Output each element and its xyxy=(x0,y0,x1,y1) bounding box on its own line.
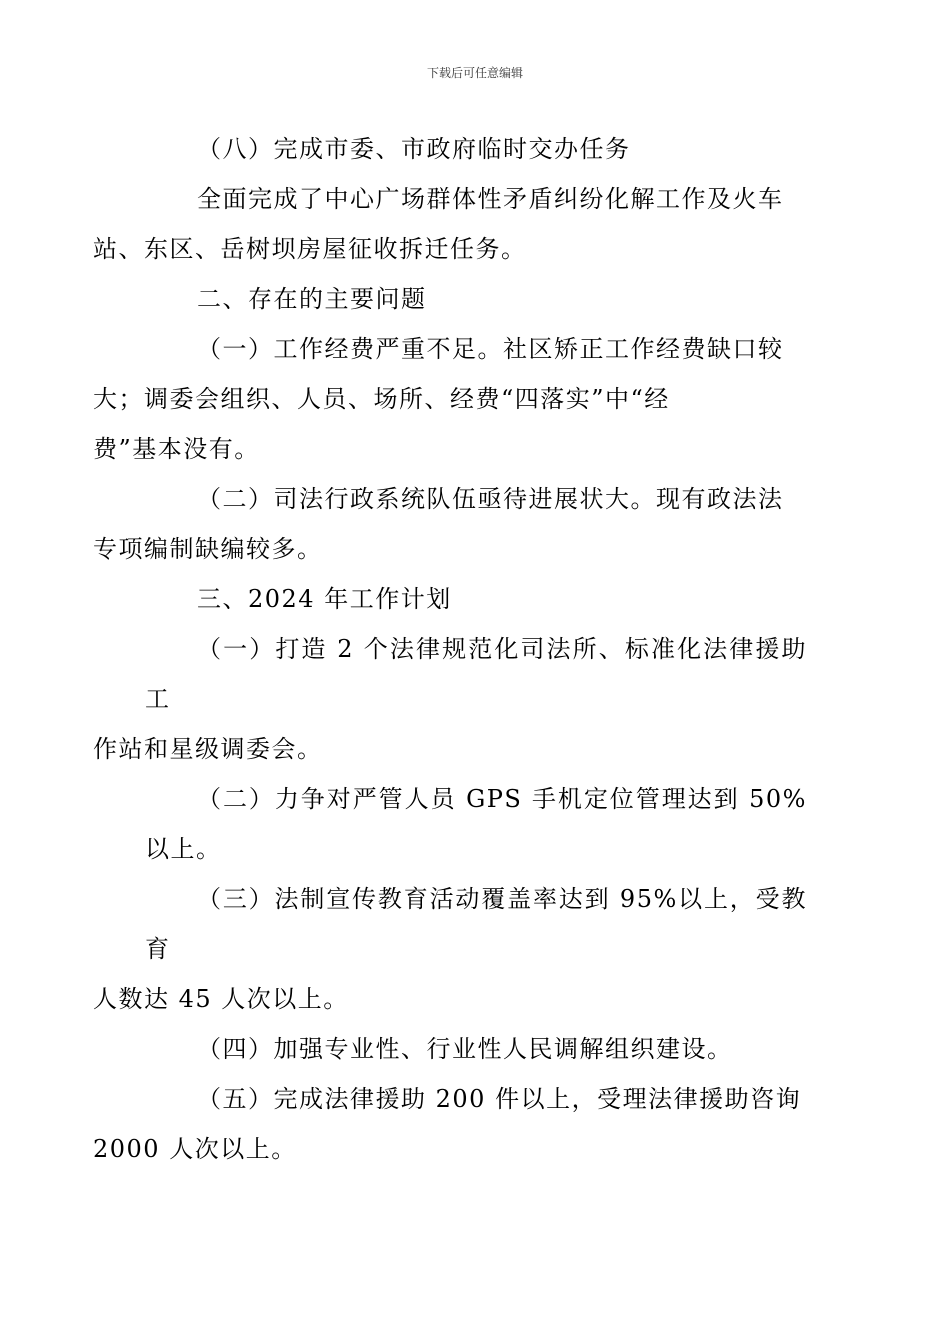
text-line: 全面完成了中心广场群体性矛盾纠纷化解工作及火车 xyxy=(197,185,784,213)
paragraph-plan-2 xyxy=(145,774,807,874)
text-line: 人数达 45 人次以上。 xyxy=(93,985,349,1013)
paragraph-problem-2 xyxy=(93,474,807,574)
text-line: （四）加强专业性、行业性人民调解组织建设。 xyxy=(197,1035,733,1063)
text-line: （一）打造 2 个法律规范化司法所、标准化法律援助工 xyxy=(145,635,807,713)
text-line: （二）力争对严管人员 GPS 手机定位管理达到 50%以上。 xyxy=(145,785,807,863)
paragraph-plan-3 xyxy=(93,874,807,1024)
document-body xyxy=(93,124,807,1174)
paragraph-plan-1 xyxy=(93,624,807,774)
heading-plan xyxy=(145,574,807,624)
text-line: （五）完成法律援助 200 件以上，受理法律援助咨询 xyxy=(197,1085,802,1113)
text-line: 二、存在的主要问题 xyxy=(197,285,427,313)
page-header: 下载后可任意编辑 xyxy=(426,66,523,80)
paragraph-problem-1 xyxy=(93,324,807,474)
text-line: 费”基本没有。 xyxy=(93,435,260,463)
text-line: （三）法制宣传教育活动覆盖率达到 95%以上，受教育 xyxy=(145,885,807,963)
text-line: 三、2024 年工作计划 xyxy=(197,585,452,613)
paragraph-plan-4 xyxy=(145,1024,807,1074)
paragraph-plan-5 xyxy=(93,1074,807,1174)
text-line: 作站和星级调委会。 xyxy=(93,735,323,763)
text-line: 专项编制缺编较多。 xyxy=(93,535,323,563)
text-line: 站、东区、岳树坝房屋征收拆迁任务。 xyxy=(93,235,527,263)
text-line: （八）完成市委、市政府临时交办任务 xyxy=(197,135,631,163)
text-line: （一）工作经费严重不足。社区矫正工作经费缺口较 xyxy=(197,335,784,363)
text-line: 2000 人次以上。 xyxy=(93,1135,297,1163)
paragraph-section-8 xyxy=(145,124,807,174)
heading-problems xyxy=(145,274,807,324)
text-line: （二）司法行政系统队伍亟待进展状大。现有政法法 xyxy=(197,485,784,513)
paragraph-section-8-detail xyxy=(93,174,807,274)
text-line: 大；调委会组织、人员、场所、经费“四落实”中“经 xyxy=(93,385,670,413)
